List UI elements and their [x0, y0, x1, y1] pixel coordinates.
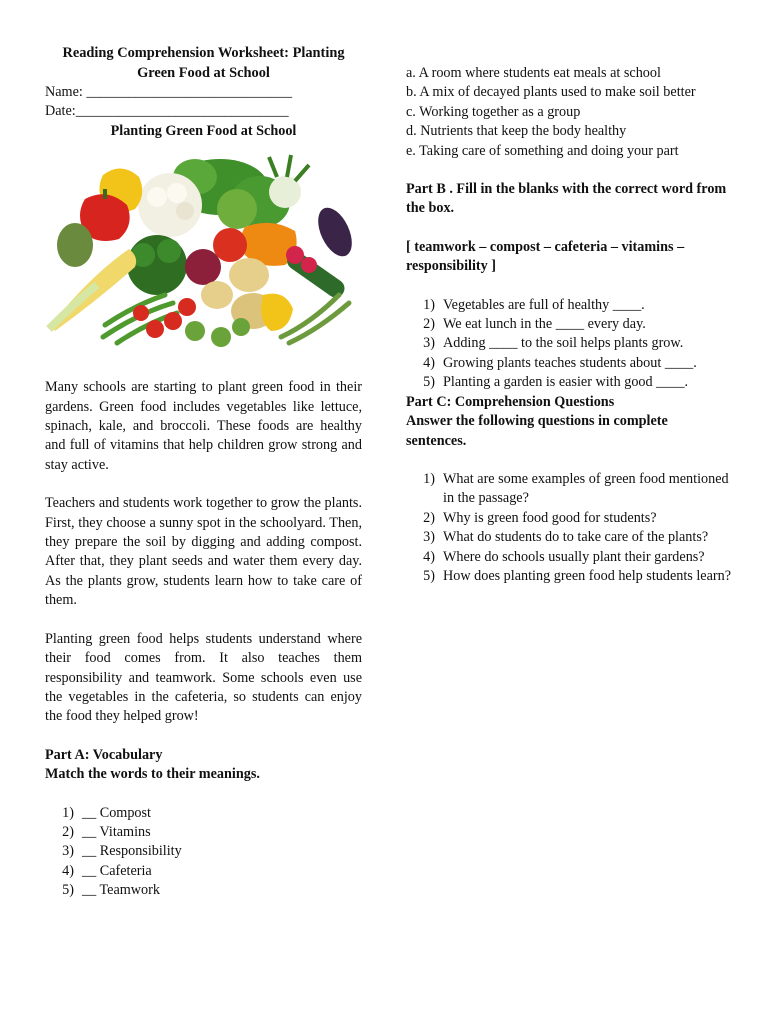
meaning-b: b. A mix of decayed plants used to make soil better: [406, 84, 696, 101]
list-item: [45, 862, 362, 881]
list-item: [406, 509, 731, 528]
part-a-heading: Part A: Vocabulary: [45, 746, 163, 763]
right-column: [406, 64, 731, 586]
item-number: 4): [423, 354, 435, 371]
meaning-a: a. A room where students eat meals at school: [406, 65, 661, 81]
item-number: 5): [423, 374, 435, 391]
question-text: How does planting green food help students learn?: [443, 567, 732, 584]
fill-blank-sentence: Growing plants teaches students about ____.: [443, 354, 697, 371]
question-text: What do students do to take care of the plants?: [443, 529, 709, 546]
item-number: 1): [62, 804, 74, 821]
list-item: [406, 315, 731, 334]
item-number: 5): [423, 567, 435, 584]
vocabulary-meanings: [406, 64, 731, 161]
left-column: [45, 44, 362, 901]
list-item: [406, 354, 731, 373]
question-text: Where do schools usually plant their gardens?: [443, 548, 705, 565]
passage-paragraph-3: Planting green food helps students understand where their food comes from. It also teaches them responsibility and teamwork. Some schools even use the vegetables in the cafeteria, so students can enjoy the food they helped grow!: [45, 630, 362, 725]
item-number: 3): [423, 335, 435, 352]
meaning-e: e. Taking care of something and doing your part: [406, 142, 679, 159]
meaning-c: c. Working together as a group: [406, 103, 581, 120]
passage-title: Planting Green Food at School: [110, 122, 297, 139]
fill-blank-list: [406, 296, 731, 393]
passage-paragraph-1: Many schools are starting to plant green food in their gardens. Green food includes vegetables like lettuce, spinach, kale, and broccoli. These foods are healthy and full of vitamins that help children grow strong and stay active.: [45, 379, 362, 473]
list-item: [406, 470, 731, 509]
item-number: 4): [423, 548, 435, 565]
part-a-instruction: Match the words to their meanings.: [45, 766, 260, 783]
question-text: What are some examples of green food mentioned in the passage?: [443, 470, 729, 507]
list-item: [45, 804, 362, 823]
part-c-instruction: Answer the following questions in complete sentences.: [406, 413, 668, 449]
name-field: Name: _____________________________: [45, 84, 293, 100]
worksheet-title: Reading Comprehension Worksheet: Planting Green Food at School: [62, 45, 345, 81]
item-number: 1): [423, 470, 435, 487]
item-number: 2): [423, 316, 435, 333]
list-item: [45, 823, 362, 842]
list-item: [406, 373, 731, 392]
vegetables-illustration: [45, 147, 361, 355]
item-number: 2): [62, 823, 74, 840]
vocab-word: __ Vitamins: [82, 823, 151, 840]
list-item: [45, 881, 362, 900]
question-list: [406, 470, 731, 586]
list-item: [406, 528, 731, 547]
passage-paragraph-2: Teachers and students work together to grow the plants. First, they choose a sunny spot in the schoolyard. Then, they prepare the soil by digging and adding compost. After that, they plant seeds and water them every day. As the plants grow, students learn how to take care of them.: [45, 495, 362, 609]
list-item: [45, 842, 362, 861]
vocabulary-list: [45, 804, 362, 901]
fill-blank-sentence: Vegetables are full of healthy ____.: [443, 296, 645, 313]
item-number: 4): [62, 862, 74, 879]
vocab-word: __ Responsibility: [82, 843, 182, 860]
fill-blank-sentence: Planting a garden is easier with good ____.: [443, 374, 689, 391]
vocab-word: __ Cafeteria: [82, 862, 152, 879]
list-item: [406, 548, 731, 567]
vocab-word: __ Teamwork: [82, 882, 160, 899]
vegetables-image: [45, 147, 361, 355]
item-number: 3): [423, 529, 435, 546]
list-item: [406, 334, 731, 353]
date-field: Date:______________________________: [45, 103, 289, 120]
question-text: Why is green food good for students?: [443, 509, 657, 526]
vocab-word: __ Compost: [82, 804, 151, 821]
fill-blank-sentence: We eat lunch in the ____ every day.: [443, 316, 646, 333]
meaning-d: d. Nutrients that keep the body healthy: [406, 123, 627, 140]
word-box: [ teamwork – compost – cafeteria – vitamins – responsibility ]: [406, 238, 685, 275]
list-item: [406, 296, 731, 315]
item-number: 1): [423, 296, 435, 313]
part-b-heading: Part B . Fill in the blanks with the correct word from the box.: [406, 181, 727, 217]
item-number: 5): [62, 882, 74, 899]
list-item: [406, 567, 731, 586]
item-number: 3): [62, 843, 74, 860]
fill-blank-sentence: Adding ____ to the soil helps plants grow.: [443, 335, 684, 352]
part-c-heading: Part C: Comprehension Questions: [406, 393, 615, 410]
item-number: 2): [423, 509, 435, 526]
